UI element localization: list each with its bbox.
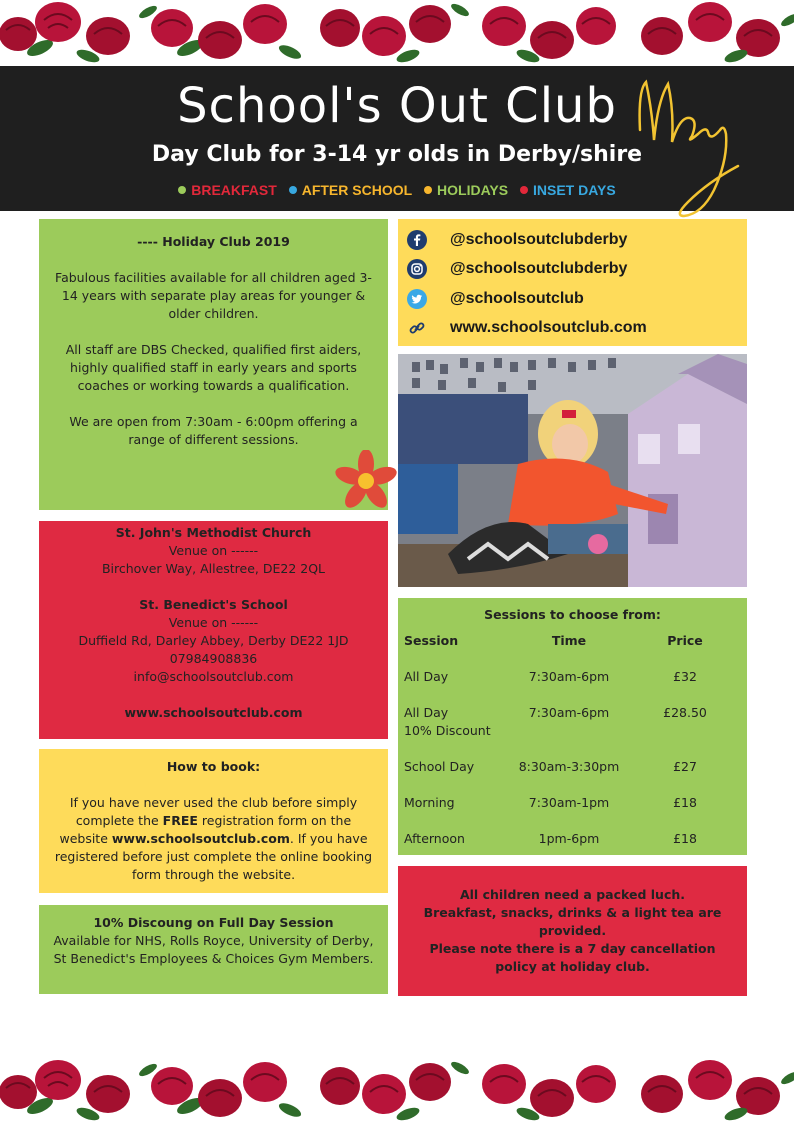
website-url: www.schoolsoutclub.com: [450, 319, 647, 337]
venue2-name: St. Benedict's School: [139, 597, 288, 612]
instagram-icon: [406, 258, 428, 280]
link-icon: [406, 317, 428, 339]
session-name: Afternoon: [404, 831, 465, 846]
twitter-handle: @schoolsoutclub: [450, 289, 584, 307]
table-row: [404, 758, 741, 794]
child-playing-photo: [398, 354, 747, 587]
instagram-handle: @schoolsoutclubderby: [450, 260, 628, 278]
social-panel: [398, 219, 747, 346]
column-header-time: Time: [551, 633, 587, 648]
holiday-club-heading: ---- Holiday Club 2019: [137, 234, 290, 249]
discount-panel: [39, 905, 388, 994]
notice-panel: [398, 866, 747, 996]
notice-provided: Breakfast, snacks, drinks & a light tea are provided.: [423, 905, 722, 938]
tag-label: BREAKFAST: [191, 182, 277, 198]
instagram-link[interactable]: [406, 255, 739, 285]
venue2-address: Duffield Rd, Darley Abbey, Derby DE22 1JD: [78, 633, 349, 648]
column-header-session: Session: [404, 633, 459, 648]
session-time: 7:30am-6pm: [528, 705, 610, 720]
facebook-link[interactable]: [406, 225, 739, 255]
facebook-icon: [406, 229, 428, 251]
tag-label: HOLIDAYS: [437, 182, 509, 198]
tag-inset-days: [520, 182, 616, 198]
session-time: 7:30am-6pm: [528, 669, 610, 684]
tag-after-school: [289, 182, 412, 198]
session-name: School Day: [404, 759, 475, 774]
flower-decoration-icon: [333, 450, 399, 512]
session-price: £27: [673, 759, 697, 774]
holiday-para-staff: All staff are DBS Checked, qualified first aiders, highly qualified staff in early years and sports coaches or working towards a qualification.: [65, 342, 362, 393]
tag-holidays: [424, 182, 508, 198]
twitter-icon: [406, 288, 428, 310]
club-title: School's Out Club: [177, 78, 617, 134]
session-name: All Day: [404, 669, 449, 684]
table-row: [404, 668, 741, 704]
venue1-address: Birchover Way, Allestree, DE22 2QL: [101, 561, 326, 576]
discount-text: Available for NHS, Rolls Royce, University of Derby, St Benedict's Employees & Choices Gym Members.: [53, 933, 374, 966]
venue1-dates: Venue on ------: [168, 543, 259, 558]
session-name: Morning: [404, 795, 455, 810]
sessions-panel: [398, 598, 747, 855]
how-to-book-heading: How to book:: [166, 759, 261, 774]
tag-label: INSET DAYS: [533, 182, 616, 198]
month-signature-image: [628, 70, 758, 220]
session-price: £28.50: [663, 705, 707, 720]
holiday-para-hours: We are open from 7:30am - 6:00pm offering a range of different sessions.: [69, 414, 358, 447]
session-price: £32: [673, 669, 697, 684]
session-time: 1pm-6pm: [538, 831, 600, 846]
session-name: All Day 10% Discount: [404, 705, 491, 738]
rose-border-top-image: [0, 0, 794, 66]
table-row: [404, 830, 741, 866]
column-header-price: Price: [667, 633, 703, 648]
notice-packed-lunch: All children need a packed luch.: [459, 887, 686, 902]
sessions-table: [404, 632, 741, 866]
website-link[interactable]: www.schoolsoutclub.com: [124, 705, 303, 720]
facebook-handle: @schoolsoutclubderby: [450, 230, 628, 248]
venue1-name: St. John's Methodist Church: [115, 525, 312, 540]
session-note: 10% Discount: [404, 723, 491, 738]
table-row: [404, 704, 741, 758]
venue2-dates: Venue on ------: [168, 615, 259, 630]
tag-dot-icon: [289, 186, 297, 194]
tag-breakfast: [178, 182, 277, 198]
how-to-book-text: If you have never used the club before simply complete the FREE registration form on the website www.schoolsoutclub.com. If you have registered before just complete the online booking form through the website.: [54, 795, 373, 882]
session-price: £18: [673, 795, 697, 810]
table-row: [404, 794, 741, 830]
club-subtitle: Day Club for 3-14 yr olds in Derby/shire: [151, 142, 643, 167]
phone-number: 07984908836: [169, 651, 258, 666]
notice-cancellation: Please note there is a 7 day cancellation policy at holiday club.: [429, 941, 716, 974]
sessions-header-row: [404, 632, 741, 668]
how-to-book-panel: [39, 749, 388, 893]
venue-panel: [39, 521, 388, 739]
session-time: 8:30am-3:30pm: [518, 759, 620, 774]
tag-dot-icon: [424, 186, 432, 194]
booking-website-link[interactable]: www.schoolsoutclub.com: [111, 831, 290, 846]
session-time: 7:30am-1pm: [528, 795, 610, 810]
rose-border-bottom-image: [0, 1052, 794, 1123]
session-price: £18: [673, 831, 697, 846]
tag-dot-icon: [178, 186, 186, 194]
free-emphasis: FREE: [162, 813, 198, 828]
twitter-link[interactable]: [406, 284, 739, 314]
sessions-heading: Sessions to choose from:: [484, 607, 661, 622]
email-link[interactable]: info@schoolsoutclub.com: [133, 669, 294, 684]
holiday-para-facilities: Fabulous facilities available for all children aged 3-14 years with separate play areas for younger & older children.: [55, 270, 372, 321]
tag-dot-icon: [520, 186, 528, 194]
website-row-link[interactable]: [406, 314, 739, 344]
discount-heading: 10% Discoung on Full Day Session: [93, 915, 334, 930]
tag-label: AFTER SCHOOL: [301, 182, 413, 198]
